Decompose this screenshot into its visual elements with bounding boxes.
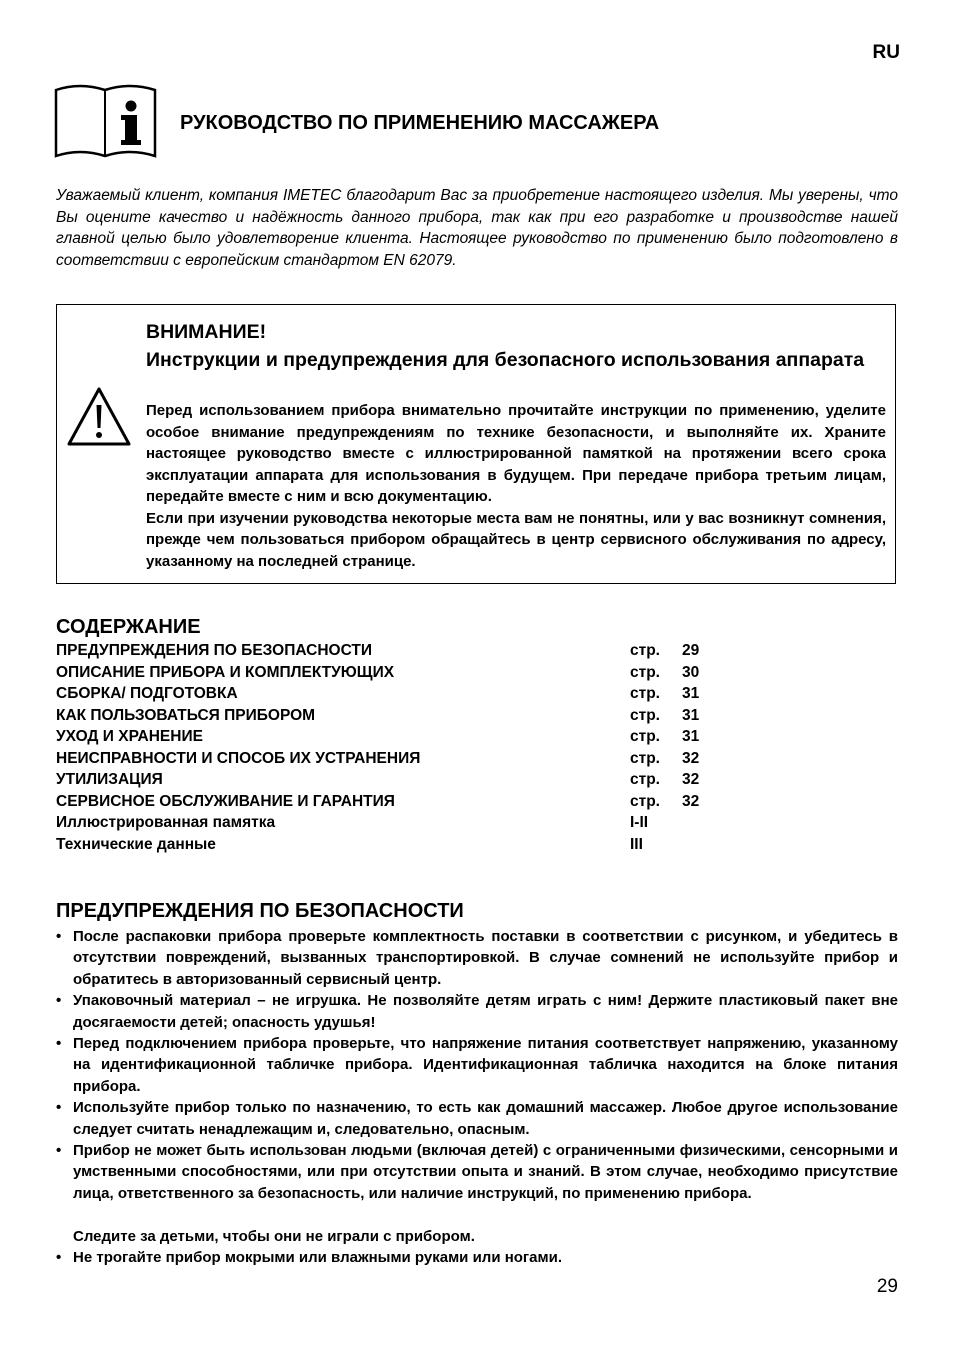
toc-item-page: 30 — [682, 663, 700, 681]
info-book-icon — [54, 84, 157, 160]
toc-item-page: 31 — [682, 685, 700, 702]
toc-item-label: СЕРВИСНОЕ ОБСЛУЖИВАНИЕ И ГАРАНТИЯ — [56, 792, 395, 810]
toc-item — [56, 769, 756, 791]
safety-item — [56, 1097, 898, 1140]
warning-heading: ВНИМАНИЕ! — [146, 321, 267, 343]
bullet-symbol: • — [56, 928, 62, 945]
toc-item-label: УХОД И ХРАНЕНИЕ — [56, 728, 203, 745]
toc-item-page: 32 — [682, 749, 700, 767]
toc-item — [56, 748, 756, 770]
document-title: РУКОВОДСТВО ПО ПРИМЕНЕНИЮ МАССАЖЕРА — [180, 112, 660, 134]
toc-item-prefix: I-II — [630, 814, 649, 831]
toc-item-prefix: стр. — [630, 642, 660, 659]
toc-item-label: Иллюстрированная памятка — [56, 814, 276, 831]
toc-item-prefix: стр. — [630, 663, 660, 681]
warning-paragraph: Если при изучении руководства некоторые места вам не понятны, или у вас возникнут сомнения, прежде чем пользоваться прибором обращайтесь в центр сервисного обслуживания по адресу, указанному на последней странице. — [146, 509, 886, 570]
toc-item-prefix: стр. — [630, 685, 660, 702]
safety-item-text: Используйте прибор только по назначению, то есть как домашний массажер. Любое другое использование следует считать ненадлежащим и, следовательно, опасным. — [73, 1099, 898, 1138]
toc-item-page: 31 — [682, 706, 700, 724]
toc-item-prefix: стр. — [630, 771, 660, 788]
safety-section-title: ПРЕДУПРЕЖДЕНИЯ ПО БЕЗОПАСНОСТИ — [56, 900, 464, 922]
warning-text — [146, 400, 886, 572]
safety-list — [56, 926, 898, 1268]
page-number: 29 — [876, 1276, 898, 1297]
toc-item — [56, 662, 756, 684]
toc-item-prefix: стр. — [630, 749, 660, 767]
warning-paragraph: Перед использованием прибора внимательно прочитайте инструкции по применению, уделите особое внимание предупреждениям по технике безопасности, и выполняйте их. Храните настоящее руководство вместе с иллюстрированной памяткой на протяжении всего срока эксплуатации аппарата для использования в будущем. При передаче прибора третьим лицам, передайте вместе с ним и всю документацию. — [146, 402, 886, 505]
language-code: RU — [872, 42, 900, 63]
toc-item — [56, 791, 756, 813]
toc-item-page: 32 — [682, 771, 700, 788]
bullet-symbol: • — [56, 1249, 62, 1267]
toc-item-prefix: стр. — [630, 728, 660, 745]
toc-item-page: 31 — [682, 728, 700, 745]
toc-item-label: НЕИСПРАВНОСТИ И СПОСОБ ИХ УСТРАНЕНИЯ — [56, 749, 421, 767]
safety-item-text: Не трогайте прибор мокрыми или влажными руками или ногами. — [73, 1249, 563, 1267]
intro-paragraph: Уважаемый клиент, компания IMETEC благодарит Вас за приобретение настоящего изделия. Мы уверены, что Вы оцените качество и надёжность данного прибора, так как при его разработке и производстве нашей главной целью было удовлетворение клиента. Настоящее руководство по применению было подготовлено в соответствии с европейским стандартом EN 62079. — [56, 187, 898, 269]
toc-item-label: КАК ПОЛЬЗОВАТЬСЯ ПРИБОРОМ — [56, 706, 316, 724]
toc-item — [56, 640, 756, 662]
bullet-symbol: • — [56, 1142, 62, 1160]
toc-item-label: ПРЕДУПРЕЖДЕНИЯ ПО БЕЗОПАСНОСТИ — [56, 642, 373, 659]
safety-item — [56, 990, 898, 1033]
safety-item-text: Упаковочный материал – не игрушка. Не позволяйте детям играть с ним! Держите пластиковый пакет вне досягаемости детей; опасность удушья! — [73, 992, 898, 1031]
toc-item-label: Технические данные — [56, 835, 216, 853]
toc-item-prefix: стр. — [630, 792, 660, 810]
bullet-symbol: • — [56, 1035, 62, 1053]
table-of-contents — [56, 640, 756, 855]
toc-item-page: 29 — [682, 642, 700, 659]
safety-item — [56, 926, 898, 990]
safety-item — [56, 1247, 898, 1268]
toc-item — [56, 705, 756, 727]
toc-title: СОДЕРЖАНИЕ — [56, 616, 201, 638]
toc-item — [56, 726, 756, 748]
safety-note — [56, 1226, 898, 1247]
safety-item-text: После распаковки прибора проверьте комплектность поставки в соответствии с рисунком, и убедитесь в отсутствии повреждений, вызванных транспортировкой. В случае сомнений не используйте прибор и обратитесь в авторизованный сервисный центр. — [73, 928, 898, 988]
toc-item-label: ОПИСАНИЕ ПРИБОРА И КОМПЛЕКТУЮЩИХ — [56, 663, 395, 681]
toc-item-label: УТИЛИЗАЦИЯ — [56, 771, 163, 788]
safety-item-text: Прибор не может быть использован людьми (включая детей) с ограниченными физическими, сенсорными и умственными способностями, или при отсутствии опыта и знаний. В этом случае, необходимо присутствие лица, ответственного за безопасность, или наличие инструкций, по применению прибора. — [73, 1142, 898, 1202]
safety-item-text: Перед подключением прибора проверьте, что напряжение питания соответствует напряжению, указанному на идентификационной табличке прибора. Идентификационная табличка находится на блоке питания прибора. — [73, 1035, 898, 1095]
toc-item-page: 32 — [682, 792, 700, 810]
toc-item — [56, 683, 756, 705]
toc-item-label: СБОРКА/ ПОДГОТОВКА — [56, 685, 238, 702]
bullet-symbol: • — [56, 992, 62, 1010]
safety-item — [56, 1033, 898, 1097]
safety-item — [56, 1140, 898, 1204]
toc-item — [56, 834, 756, 856]
bullet-symbol: • — [56, 1099, 62, 1117]
warning-triangle-icon — [66, 386, 132, 448]
toc-item-prefix: стр. — [630, 706, 660, 724]
warning-subheading: Инструкции и предупреждения для безопасного использования аппарата — [146, 349, 865, 371]
toc-item-prefix: III — [630, 835, 643, 853]
warning-heading-block — [146, 318, 886, 374]
toc-item — [56, 812, 756, 834]
safety-note-text: Следите за детьми, чтобы они не играли с прибором. — [73, 1227, 475, 1245]
